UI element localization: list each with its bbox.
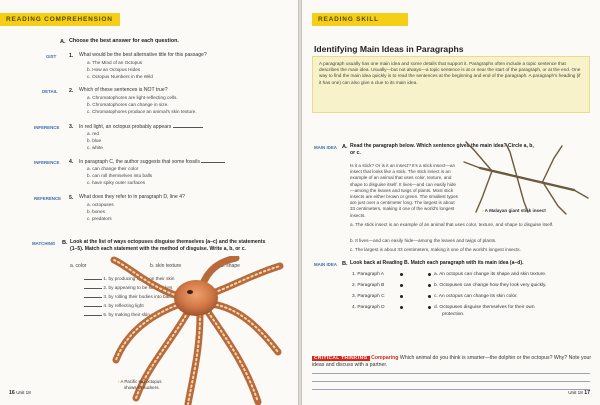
stick-insect-photo [462,140,592,215]
right-page [302,0,600,405]
main-idea-option: b. Octopuses can change how they look very quickly. [434,283,547,288]
caption-line: shows its suckers. [124,384,160,390]
match-dot[interactable] [428,284,431,287]
main-idea-tag: MAIN IDEA [314,262,337,267]
stick-insect-paragraph: Is it a stick? Or is it an insect? It's a stick insect—an insect that looks like a stick. The stick insect is an example of an animal that uses color, texture, and shape to disguise itself. It lives—and can easily hide—among the leaves and twigs of plants. Most stick insects are either brown or green. The smallest types are just over a centimeter long. The largest is about 33 centimeters, making it one of the world's longest insects. [350,163,458,218]
section-b-letter: B. [62,240,68,246]
main-idea-option: d. Octopuses disguise themselves for their own [434,305,535,310]
answer-blank[interactable] [84,311,102,316]
question-number: 2. [69,88,74,94]
section-b-letter: B. [342,261,348,267]
answer-option[interactable]: a. can change their color [87,166,139,171]
answer-option[interactable]: c. have spiky outer surfaces [87,180,146,185]
writing-line[interactable] [312,381,590,382]
answer-blank[interactable] [84,284,102,289]
question-tag: GIST [46,54,57,59]
match-dot[interactable] [428,295,431,298]
reading-comprehension-banner: READING COMPREHENSION [0,13,120,26]
match-dot[interactable] [428,306,431,309]
instruction-line: Read the paragraph below. Which sentence gives the main idea? Circle a, b, [350,143,534,149]
answer-option[interactable]: a. octopuses [87,202,114,207]
critical-thinking-sub: Comparing [371,355,399,361]
skill-explanation-box [312,56,590,113]
page-footer [9,390,31,396]
answer-option[interactable]: a. red [87,131,99,136]
paragraph-item: 3. Paragraph C [352,294,385,299]
answer-option[interactable]: b. bones [87,209,105,214]
page-footer [568,390,590,396]
stick-insect-caption: A Malayan giant stick insect [484,208,546,213]
instruction-line: or c. [350,150,361,156]
stick-insect-illustration [462,140,592,215]
section-b-instruction-line: Look at the list of ways octopuses disguise themselves (a–c) and the statements [70,239,266,245]
match-dot[interactable] [400,273,403,276]
question-number: 3. [69,124,74,130]
section-b-instruction-line: (1–5). Match each statement with the method of disguise. Write a, b, or c. [70,246,246,252]
answer-blank[interactable] [173,123,203,128]
unit-label: Unit 18 [568,390,583,395]
skill-title: Identifying Main Ideas in Paragraphs [314,44,464,54]
answer-option[interactable]: c. white [87,145,103,150]
reading-skill-banner: READING SKILL [312,13,408,26]
statement-text: 5. by making their skin spiky [103,312,162,317]
answer-option[interactable]: b. can roll themselves into balls [87,173,153,178]
match-dot[interactable] [428,273,431,276]
section-a-letter: A. [342,144,348,150]
match-dot[interactable] [400,295,403,298]
critical-thinking-label: CRITICAL THINKING [314,356,368,361]
left-page [0,0,298,405]
section-b-instruction: Look back at Reading B. Match each paragraph with its main idea (a–d). [350,260,524,266]
question-tag: INFERENCE [34,125,60,130]
octopus-caption [118,379,161,390]
main-idea-option: c. An octopus can change its skin color. [434,294,518,299]
statement-text: 3. by rolling their bodies into balls [103,294,173,299]
answer-blank[interactable] [201,158,225,163]
answer-blank[interactable] [84,275,102,280]
main-idea-option-cont: protection. [442,312,465,317]
statement-text: 2. by appearing to be sea snakes [103,285,173,290]
section-a-letter: A. [60,39,66,45]
paragraph-item: 2. Paragraph B [352,283,385,288]
caption-arrow-icon: › [482,208,484,213]
answer-blank[interactable] [84,293,102,298]
match-dot[interactable] [400,306,403,309]
answer-option[interactable]: a. Chromatophores are light-reflecting cells. [87,95,178,100]
caption-arrow-icon: › [118,379,120,384]
answer-option[interactable]: b. Chromatophores can change in size. [87,102,169,107]
match-dot[interactable] [400,284,403,287]
answer-option[interactable]: b. It lives—and can easily hide—among the leaves and twigs of plants. [350,238,497,243]
page-number: 16 [9,390,15,396]
matching-choice: c. shape [221,263,240,269]
answer-option[interactable]: b. How an Octopus Hides [87,67,141,72]
question-tag: INFERENCE [34,160,60,165]
question-tag: REFERENCE [34,196,62,201]
section-a-instruction: Choose the best answer for each question. [69,38,179,44]
answer-option[interactable]: a. The stick insect is an example of an animal that uses color, texture, and shape to disguise itself. [350,222,554,227]
statement-text: 1. by producing spots on their skin [103,276,175,281]
answer-option[interactable]: a. The Mind of an Octopus [87,60,143,65]
skill-explanation-text: A paragraph usually has one main idea and some details that support it. Paragraphs often include a topic sentence that describes the main idea. Usually—but not always—a topic sentence is at or near the start of the paragraph, or at the end. One way to find the main idea quickly is to read the sentences at the beginning and end of the paragraph. A paragraph's heading (if it has one) can also give a clue to its main idea. [319,61,581,85]
matching-choice: a. color [70,263,87,269]
question-text: In paragraph C, the author suggests that some fossils [79,159,200,165]
caption-line: A Pacific red octopus [120,379,162,384]
question-text: Which of these sentences is NOT true? [79,87,168,93]
answer-blank[interactable] [84,302,102,307]
unit-label: Unit 18 [16,390,31,395]
question-text: What does they refer to in paragraph D, line 4? [79,194,185,200]
main-idea-option: a. An octopus can change its shape and skin texture. [434,272,547,277]
answer-option[interactable]: c. predators [87,216,112,221]
writing-line[interactable] [312,373,590,374]
main-idea-tag: MAIN IDEA [314,145,337,150]
paragraph-item: 1. Paragraph A [352,272,385,277]
question-text: What would be the best alternative title for this passage? [79,52,207,58]
answer-option[interactable]: c. Octopus Numbers in the Wild [87,74,153,79]
answer-option[interactable]: b. blue [87,138,102,143]
answer-option[interactable]: c. Chromatophores produce an animal's skin texture. [87,109,197,114]
question-number: 5. [69,195,74,201]
writing-line[interactable] [312,389,590,390]
paragraph-item: 4. Paragraph D [352,305,385,310]
matching-tag: MATCHING [32,241,56,246]
section-b-instruction [70,239,265,253]
matching-choice: b. skin texture [150,263,182,269]
question-tag: DETAIL [42,89,58,94]
page-number: 17 [584,390,590,396]
question-number: 1. [69,53,74,59]
answer-option[interactable]: c. The largest is about 33 centimeters, making it one of the world's longest insects. [350,247,521,252]
question-number: 4. [69,159,74,165]
critical-thinking-text: Which animal do you think is smarter—the dolphin or the octopus? Why? Note your ideas and discuss with a partner. [312,355,592,368]
critical-thinking [312,355,592,369]
statement-text: 4. by reflecting light [103,303,144,308]
question-text: In red light, an octopus probably appears [79,124,172,130]
